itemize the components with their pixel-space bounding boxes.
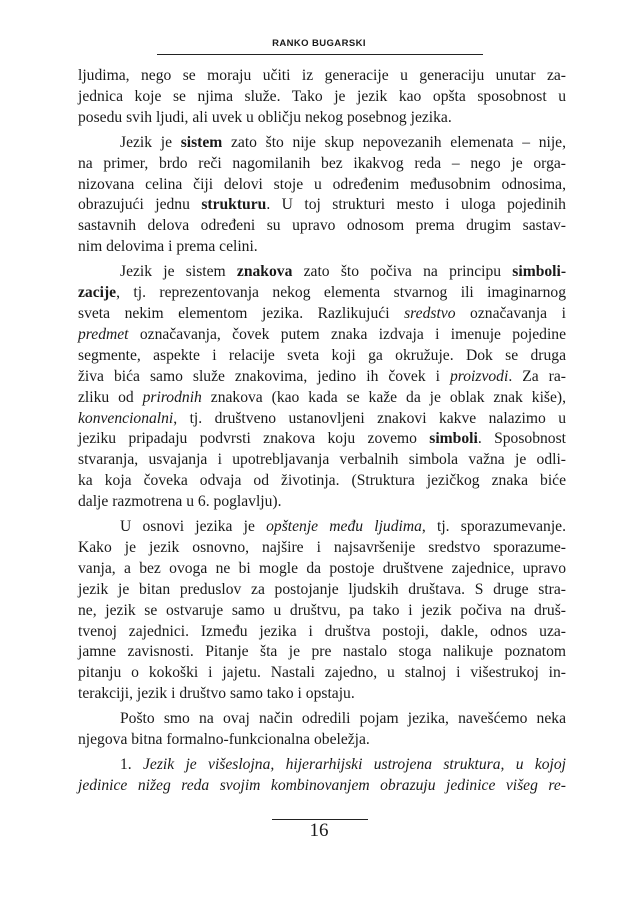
text-line: vanja, a bez ovoga ne bi mogle da postoje društvene zajednice, upravo — [78, 559, 566, 577]
text-line: jednica koje se njima služe. Tako je jezik kao opšta sposobnost u — [78, 87, 566, 105]
bold-term: sistem — [180, 133, 223, 151]
text-line — [78, 776, 566, 797]
text-line: zliku od prirodnih znakova (kao kada se kaže da je oblak znak kiše), — [78, 388, 566, 406]
italic-term: predmet — [78, 325, 129, 343]
paragraph — [78, 517, 566, 705]
paragraph — [78, 709, 566, 751]
text-line: zacije, tj. reprezentovanja nekog elementa stvarnog ili imaginarnog — [78, 284, 566, 302]
text-line: jeziku pripadaju podvrsti znakova koju zovemo simboli. Sposobnost — [78, 430, 566, 448]
text-line: konvencionalni, tj. društveno ustanovljeni znakovi kakve nalazimo u — [78, 409, 566, 427]
text-line: ka koja čoveka odvaja od životinja. (Struktura jezičkog znaka biće — [78, 472, 566, 490]
text-line: U osnovi jezika je opštenje među ljudima, tj. sporazumevanje. — [120, 518, 566, 536]
text-line: jamne zavisnosti. Pitanje šta je pre nastalo stoga nalikuje poznatom — [78, 643, 566, 661]
bold-term: simboli- — [512, 263, 567, 281]
italic-term: sredstvo — [404, 304, 456, 322]
text-line: stvaranja, usvajanja i upotrebljavanja verbalnih simbola važna je odli- — [78, 451, 566, 469]
paragraph — [78, 133, 566, 258]
text-line: sastavnih delova određeni su upravo odnosom prema drugim sastav- — [78, 217, 566, 235]
italic-term: proizvodi — [449, 367, 509, 385]
text-line: ljudima, nego se moraju učiti iz generacije u generaciju unutar za- — [78, 67, 566, 84]
text-line: Jezik je sistem zato što nije skup nepovezanih elemenata – nije, — [120, 133, 566, 151]
paragraph — [78, 66, 566, 129]
text-line: segmente, aspekte i relacije sveta koji ga okružuje. Dok se druga — [78, 346, 566, 364]
text-line: nim delovima i prema celini. — [78, 238, 258, 256]
paragraph — [78, 755, 566, 797]
bold-term: strukturu — [201, 196, 267, 214]
text-line: Kako je jezik osnovno, najšire i najsavršenije sredstvo sporazume- — [78, 538, 566, 556]
text-line: živa bića samo služe znakovima, jedino ih čovek i proizvodi. Za ra- — [78, 367, 566, 385]
page-number: 16 — [309, 820, 329, 841]
text-line: tvenoj zajednici. Između jezika i društva postoji, dakle, odnos uza- — [78, 622, 566, 640]
text-line: Pošto smo na ovaj način odredili pojam jezika, navešćemo neka — [120, 710, 566, 728]
text-line: nizovana celina čiji delovi stoje u određenim međusobnim odnosima, — [78, 175, 566, 193]
italic-term: Jezik je višeslojna, hijerarhijski ustrojena struktura, u kojoj — [143, 756, 566, 773]
running-header: RANKO BUGARSKI — [272, 38, 366, 49]
bold-term: znakova — [236, 263, 293, 281]
italic-term: jedinice nižeg reda svojim kombinovanjem obrazuju jedinice višeg re- — [78, 776, 566, 794]
italic-term: konvencionalni — [78, 409, 174, 427]
text-line: njegova bitna formalno-funkcionalna obeležja. — [78, 731, 370, 749]
text-line: sveta nekim elementom jezika. Razlikujući sredstvo označavanja i — [78, 304, 566, 322]
italic-term: prirodnih — [142, 388, 202, 406]
text-line: pitanju o kokoški i jajetu. Nastali zajedno, u stalnoj i višestrukoj in- — [78, 664, 566, 682]
bold-term: simboli — [429, 430, 478, 448]
text-line: predmet označavanja, čovek putem znaka izdvaja i imenuje pojedine — [78, 325, 566, 343]
body-text — [78, 66, 566, 797]
text-line: 1. Jezik je višeslojna, hijerarhijski ustrojena struktura, u kojoj — [120, 756, 566, 773]
text-line: obrazujući jednu strukturu. U toj strukturi mesto i uloga pojedinih — [78, 196, 566, 214]
text-line: posedu svih ljudi, ali uvek u obličju nekog posebnog jezika. — [78, 108, 452, 126]
text-line: dalje razmotrena u 6. poglavlju). — [78, 493, 282, 511]
text-line: terakciji, jezik i društvo samo tako i opstaju. — [78, 685, 355, 703]
bold-term: zacije — [78, 284, 117, 302]
paragraph — [78, 262, 566, 513]
text-line: na primer, brdo reči nagomilanih bez ikakvog reda – nego je orga- — [78, 154, 566, 172]
text-line: ne, jezik se ostvaruje samo u društvu, pa tako i jezik počiva na druš- — [78, 601, 566, 619]
italic-term: opštenje među ljudima — [266, 518, 422, 536]
header-rule — [157, 54, 483, 55]
text-line: jezik je bitan preduslov za postojanje ljudskih društava. S druge stra- — [78, 580, 566, 598]
text-line: Jezik je sistem znakova zato što počiva na principu simboli- — [120, 263, 567, 281]
